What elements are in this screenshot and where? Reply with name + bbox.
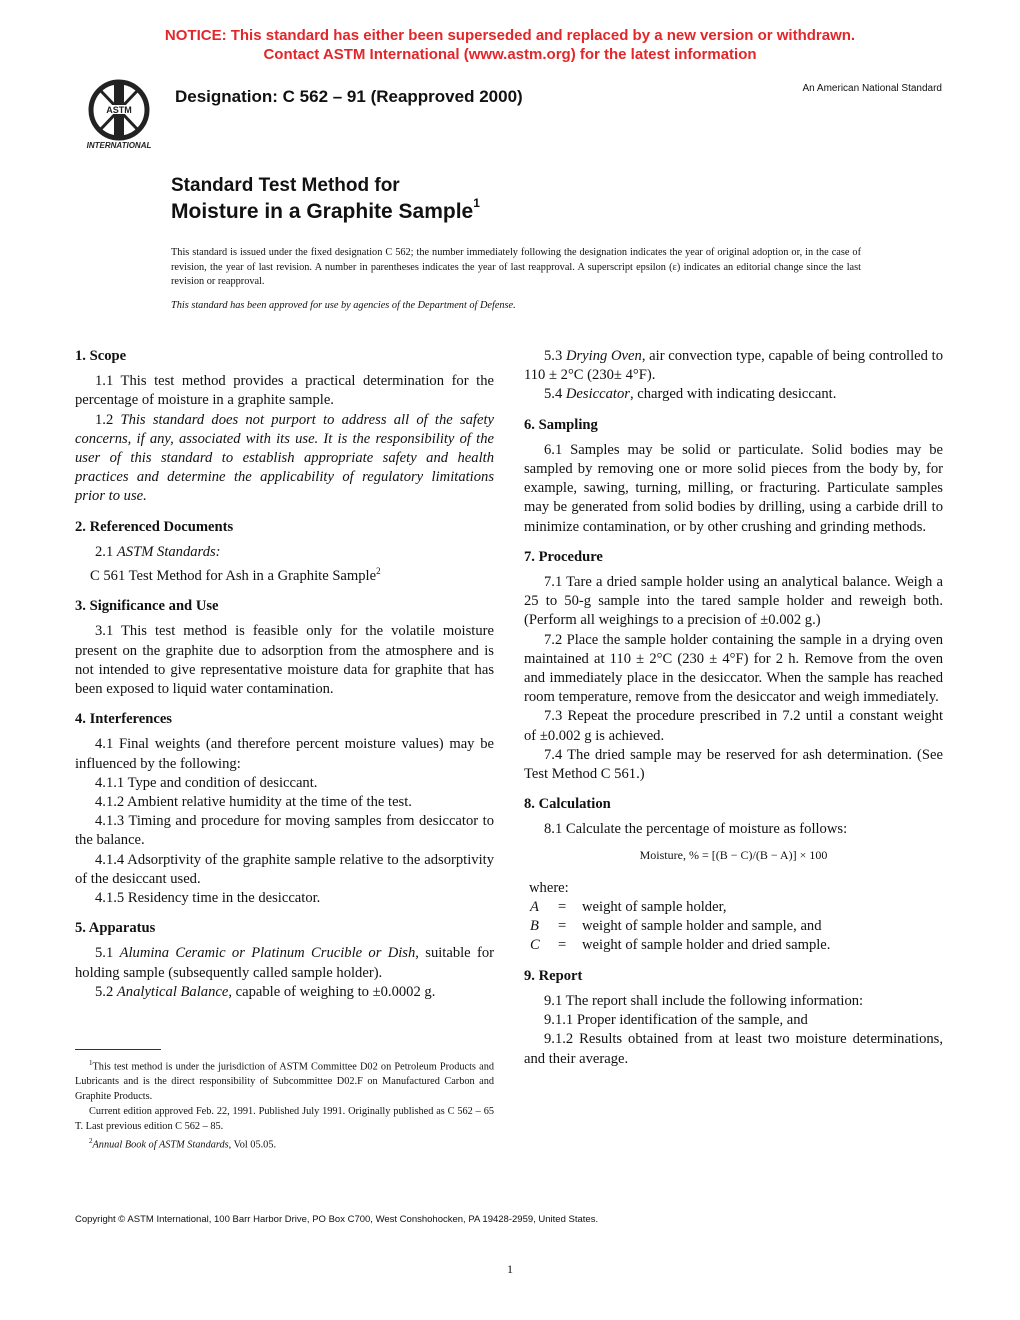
- para-7-1: 7.1 Tare a dried sample holder using an analytical balance. Weigh a 25 to 50-g sample into the tared sample holder and reweigh both. (Perform all weighings to a precision of ±0.002 g.): [524, 574, 943, 629]
- section-heading-procedure: 7. Procedure: [524, 548, 603, 565]
- para-5-1: 5.1 Alumina Ceramic or Platinum Crucible or Dish, suitable for holding sample (subsequently called sample holder).: [75, 945, 494, 981]
- para-2-ref: C 561 Test Method for Ash in a Graphite Sample$^2$: [90, 566, 381, 584]
- para-1-2: 1.2 This standard does not purport to address all of the safety concerns, if any, associated with its use. It is the responsibility of the user of this standard to establish appropriate safety and health practices and determine the applicability of regulatory limitations prior to use.: [75, 411, 494, 505]
- moisture-formula: Moisture, % = [(B − C)/(B − A)] × 100: [639, 847, 828, 862]
- title-line-1: Standard Test Method for: [171, 175, 400, 196]
- title-footnote-mark: 1: [473, 196, 480, 210]
- footnotes: [75, 1056, 494, 1154]
- para-2-1: 2.1 ASTM Standards:: [95, 543, 221, 560]
- notice-line-2: Contact ASTM International (www.astm.org) for the latest information: [263, 46, 757, 63]
- para-3-1: 3.1 This test method is feasible only for the volatile moisture present on the graphite due to adsorption from the atmosphere and is not intended to give representative moisture data for graphite that has been exposed to liquid water contamination.: [75, 623, 494, 697]
- para-5-4: 5.4 Desiccator, charged with indicating desiccant.: [544, 386, 837, 403]
- definition-c: C = weight of sample holder and dried sample.: [530, 937, 831, 954]
- definition-b: B = weight of sample holder and sample, and: [530, 918, 822, 935]
- footnote-2: $^2$Annual Book of ASTM Standards, Vol 05.05.: [89, 1137, 277, 1151]
- para-7-3: 7.3 Repeat the procedure prescribed in 7.2 until a constant weight of ±0.002 g is achieved.: [524, 708, 943, 744]
- section-heading-sampling: 6. Sampling: [524, 416, 598, 433]
- para-9-1: 9.1 The report shall include the following information:: [544, 992, 864, 1009]
- para-5-2: 5.2 Analytical Balance, capable of weighing to ±0.0002 g.: [95, 983, 436, 1000]
- para-4-1: 4.1 Final weights (and therefore percent moisture values) may be influenced by the following:: [75, 736, 494, 772]
- svg-text:ASTM: ASTM: [106, 105, 132, 115]
- issued-statement: This standard is issued under the fixed designation C 562; the number immediately following the designation indicates the year of original adoption or, in the case of revision, the year of last revision. A number in parentheses indicates the year of last reapproval. A superscript epsilon (ε) indicates an editorial change since the last revision or reapproval.: [171, 247, 861, 288]
- footnote-divider: [75, 1049, 161, 1050]
- footnote-1: $^1$This test method is under the jurisdiction of ASTM Committee D02 on Petroleum Products and Lubricants and is the direct responsibility of Subcommittee D02.F on Manufactured Carbon and Graphite Products.: [75, 1059, 494, 1103]
- para-4-1-1: 4.1.1 Type and condition of desiccant.: [95, 774, 318, 791]
- withdrawal-notice: [0, 26, 1020, 64]
- title-text: Moisture in a Graphite Sample: [171, 200, 474, 223]
- section-heading-significance: 3. Significance and Use: [75, 598, 219, 615]
- section-heading-report: 9. Report: [524, 967, 583, 984]
- para-9-1-2: 9.1.2 Results obtained from at least two moisture determinations, and their average.: [524, 1031, 943, 1067]
- para-7-4: 7.4 The dried sample may be reserved for ash determination. (See Test Method C 561.): [524, 746, 943, 783]
- para-7-2: 7.2 Place the sample holder containing the sample in a drying oven maintained at 110 ± 2°C (230 ± 4°F) for 2 h. Remove from the oven and immediately place in the desiccator. When the sample has reached room temperature, remove from the desiccator and weigh immediately.: [524, 631, 943, 706]
- footnote-1-edition: Current edition approved Feb. 22, 1991. Published July 1991. Originally published as C 562 – 65 T. Last previous edition C 562 – 85.: [75, 1105, 494, 1132]
- para-6-1: 6.1 Samples may be solid or particulate. Solid bodies may be sampled by removing one or more solid pieces from the body by, for example, sawing, turning, milling, or fracturing. Particulate samples may be generated from solid bodies by drilling, using a carbide drill to minimize contamination, or by other crushing and grinding methods.: [524, 441, 943, 535]
- section-heading-apparatus: 5. Apparatus: [75, 920, 156, 937]
- para-5-3: 5.3 Drying Oven, air convection type, capable of being controlled to 110 ± 2°C (230± 4°F).: [524, 348, 943, 384]
- designation: Designation: C 562 – 91 (Reapproved 2000): [175, 87, 523, 106]
- copyright-notice: Copyright © ASTM International, 100 Barr Harbor Drive, PO Box C700, West Conshohocken, PA 19428-2959, United States.: [75, 1214, 599, 1225]
- section-heading-scope: 1. Scope: [75, 348, 127, 364]
- where-label: where:: [529, 879, 569, 896]
- para-4-1-3: 4.1.3 Timing and procedure for moving samples from desiccator to the balance.: [75, 813, 494, 849]
- astm-logo-icon: [78, 76, 160, 154]
- definition-a: A = weight of sample holder,: [530, 899, 727, 916]
- page-number: 1: [507, 1262, 513, 1276]
- approved-statement: This standard has been approved for use by agencies of the Department of Defense.: [171, 300, 516, 311]
- section-heading-referenced-documents: 2. Referenced Documents: [75, 518, 234, 535]
- para-4-1-2: 4.1.2 Ambient relative humidity at the time of the test.: [95, 793, 412, 810]
- left-column: [75, 347, 494, 1002]
- section-heading-calculation: 8. Calculation: [524, 796, 611, 813]
- section-heading-interferences: 4. Interferences: [75, 711, 172, 728]
- para-4-1-4: 4.1.4 Adsorptivity of the graphite sample relative to the adsorptivity of the desiccant used.: [75, 851, 494, 887]
- logo-text: INTERNATIONAL: [86, 141, 152, 150]
- para-1-1: 1.1 This test method provides a practical determination for the percentage of moisture in a graphite sample.: [75, 373, 494, 409]
- para-8-1: 8.1 Calculate the percentage of moisture as follows:: [544, 821, 848, 838]
- national-standard-label: An American National Standard: [802, 83, 942, 94]
- para-4-1-5: 4.1.5 Residency time in the desiccator.: [95, 889, 321, 906]
- title-line-2: [171, 196, 480, 224]
- notice-line-1: NOTICE: This standard has either been superseded and replaced by a new version or withdrawn.: [164, 27, 856, 44]
- right-column: [524, 347, 943, 1069]
- para-9-1-1: 9.1.1 Proper identification of the sample, and: [544, 1012, 808, 1029]
- astm-logo: [78, 76, 160, 154]
